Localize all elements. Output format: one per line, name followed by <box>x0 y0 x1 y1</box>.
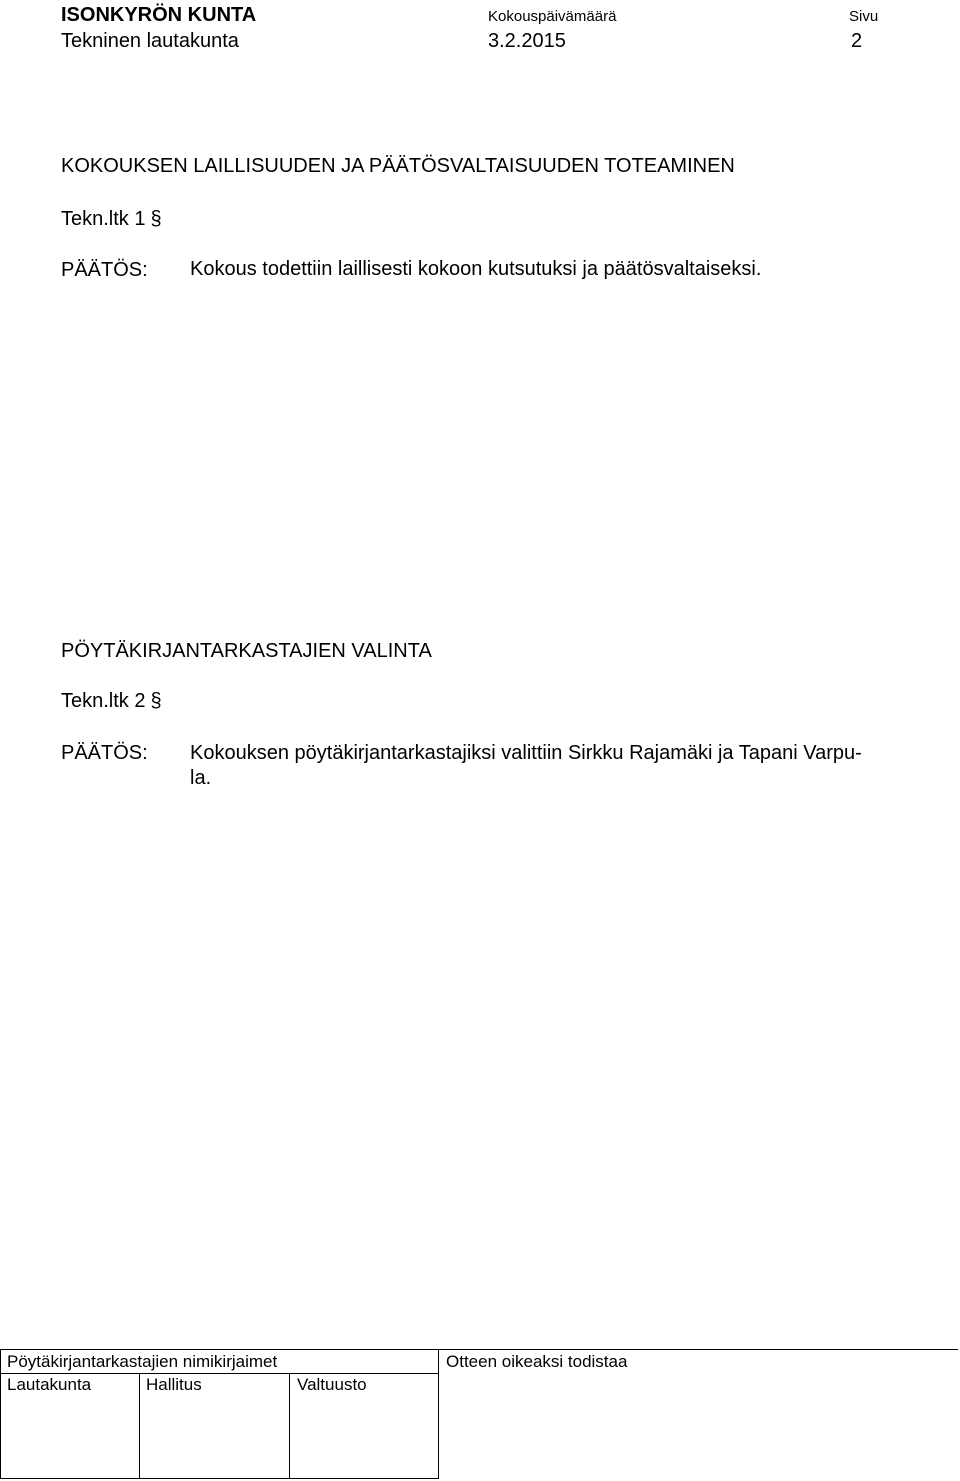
footer-divider-2 <box>289 1373 290 1479</box>
footer-top-rule <box>0 1349 958 1350</box>
section-1-title: KOKOUKSEN LAILLISUUDEN JA PÄÄTÖSVALTAISUUDEN TOTEAMINEN <box>61 155 735 177</box>
column-lautakunta: Lautakunta <box>7 1375 92 1394</box>
paragraph-sign: § <box>150 208 162 230</box>
footer-divider-3 <box>438 1349 439 1479</box>
section-1-decision-text: Kokous todettiin laillisesti kokoon kutsutuksi ja päätösvaltaiseksi. <box>190 258 762 280</box>
footer-bottom-rule <box>0 1478 438 1479</box>
signature-footer-table <box>0 1349 958 1479</box>
certify-header: Otteen oikeaksi todistaa <box>446 1352 628 1371</box>
section-2-decision-text-line-2: la. <box>190 767 212 789</box>
section-2-decision-text-line-1: Kokouksen pöytäkirjantarkastajiksi valittiin Sirkku Rajamäki ja Tapani Varpu- <box>190 742 862 764</box>
section-1-decision-label: PÄÄTÖS: <box>61 259 148 281</box>
committee-name: Tekninen lautakunta <box>61 30 239 52</box>
page-number-value: 2 <box>851 30 863 52</box>
paragraph-sign: § <box>150 690 162 712</box>
section-2-title: PÖYTÄKIRJANTARKASTAJIEN VALINTA <box>61 640 432 662</box>
section-2-reference-text: Tekn.ltk 2 <box>61 690 146 712</box>
section-1-reference <box>61 208 162 231</box>
footer-header-rule <box>0 1373 438 1374</box>
footer-divider-1 <box>139 1373 140 1479</box>
column-valtuusto: Valtuusto <box>297 1375 367 1394</box>
section-2-decision-label: PÄÄTÖS: <box>61 742 148 764</box>
meeting-date-value: 3.2.2015 <box>488 30 566 52</box>
column-hallitus: Hallitus <box>146 1375 202 1394</box>
organization-name: ISONKYRÖN KUNTA <box>61 4 257 26</box>
section-2-reference <box>61 690 162 713</box>
signatures-header: Pöytäkirjantarkastajien nimikirjaimet <box>7 1352 278 1371</box>
page-number-label: Sivu <box>849 8 879 25</box>
section-1-reference-text: Tekn.ltk 1 <box>61 208 146 230</box>
footer-left-border <box>0 1349 1 1479</box>
meeting-date-label: Kokouspäivämäärä <box>488 8 617 25</box>
